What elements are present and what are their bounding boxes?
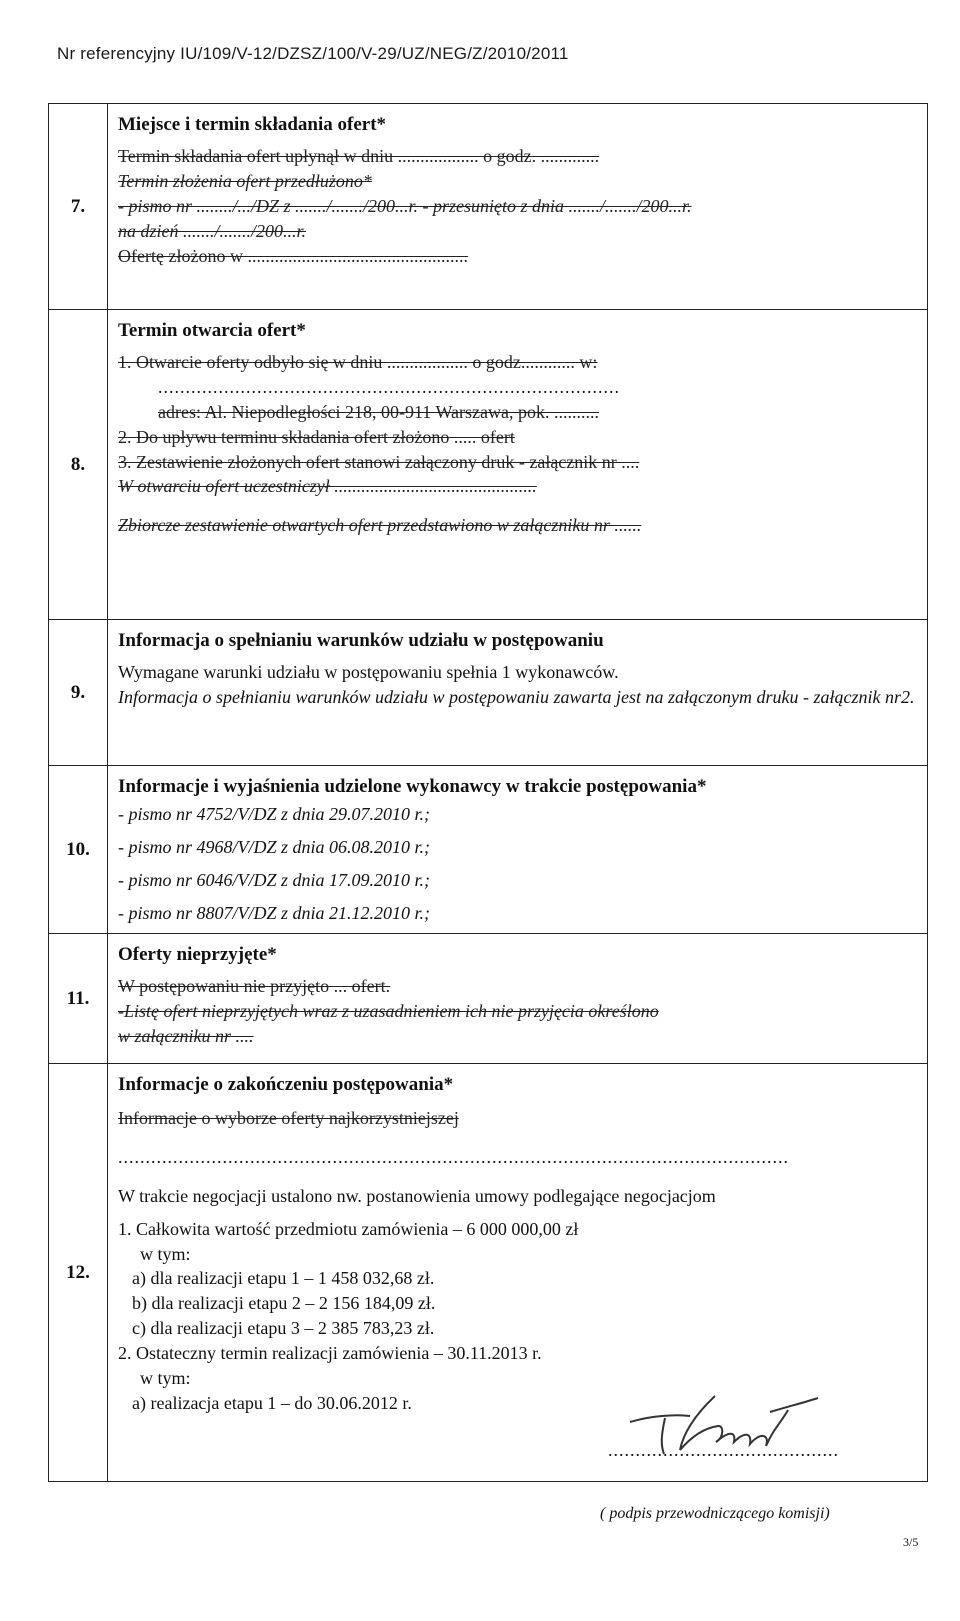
text-line: a) dla realizacji etapu 1 – 1 458 032,68 zł.: [132, 1268, 435, 1289]
text-line: Informacja o spełnianiu warunków udziału w postępowaniu zawarta jest na załączonym druku - załącznik nr2.: [118, 687, 915, 708]
table-row: [49, 104, 928, 310]
text-line: Ofertę złożono w .................................................: [118, 245, 468, 266]
section-heading: Miejsce i termin składania ofert*: [118, 114, 387, 135]
section-heading: Oferty nieprzyjęte*: [118, 944, 277, 965]
row-number: 7.: [49, 104, 108, 310]
section-heading: Informacje i wyjaśnienia udzielone wykonawcy w trakcie postępowania*: [118, 776, 707, 797]
row-content: [108, 934, 928, 1064]
text-line: Termin składania ofert upłynął w dniu .................. o godz. .............: [118, 146, 600, 167]
text-line: - pismo nr 6046/V/DZ z dnia 17.09.2010 r.;: [118, 869, 431, 890]
section-heading: Termin otwarcia ofert*: [118, 320, 306, 341]
text-line: 2. Do upływu terminu składania ofert złożono ..... ofert: [118, 426, 515, 447]
row-content: [108, 620, 928, 766]
row-content: [108, 310, 928, 620]
row-number: 12.: [49, 1064, 108, 1482]
table-row: [49, 310, 928, 620]
page-number: 3/5: [903, 1535, 919, 1549]
protocol-table: [48, 103, 928, 1482]
text-line: adres: Al. Niepodległości 218, 00-911 Warszawa, pok. ..........: [158, 401, 599, 422]
row-number: 11.: [49, 934, 108, 1064]
row-content: [108, 766, 928, 934]
text-line: na dzień ......./......./200...r.: [118, 220, 307, 241]
table-row: [49, 934, 928, 1064]
text-line: W otwarciu ofert uczestniczył .............................................: [118, 476, 537, 497]
section-heading: Informacja o spełnianiu warunków udziału w postępowaniu: [118, 630, 604, 651]
text-line: w załączniku nr ....: [118, 1025, 254, 1046]
text-line: - pismo nr 4752/V/DZ z dnia 29.07.2010 r.;: [118, 804, 431, 825]
text-line: W postępowaniu nie przyjęto ... ofert.: [118, 976, 391, 997]
section-heading: Informacje o zakończeniu postępowania*: [118, 1074, 454, 1095]
text-line: W trakcie negocjacji ustalono nw. postanowienia umowy podlegające negocjacjom: [118, 1185, 716, 1206]
text-line: - pismo nr ......../.../DZ z ......./......./200...r. - przesunięto z dnia ......./......./200...r.: [118, 195, 692, 216]
text-line: 1. Otwarcie oferty odbyło się w dniu .................. o godz............ w:: [118, 352, 598, 373]
text-line: Zbiorcze zestawienie otwartych ofert przedstawiono w załączniku nr ......: [118, 515, 642, 536]
text-line: Termin złożenia ofert przedłużono*: [118, 171, 372, 192]
text-line: 3. Zestawienie złożonych ofert stanowi załączony druk - załącznik nr ....: [118, 451, 640, 472]
text-line: 2. Ostateczny termin realizacji zamówienia – 30.11.2013 r.: [118, 1342, 542, 1363]
dotted-line: ..........................................................................................................................: [118, 1147, 789, 1168]
table-row: [49, 766, 928, 934]
row-number: 9.: [49, 620, 108, 766]
row-number: 8.: [49, 310, 108, 620]
text-line: - pismo nr 4968/V/DZ z dnia 06.08.2010 r.;: [118, 837, 431, 858]
text-line: - pismo nr 8807/V/DZ z dnia 21.12.2010 r.;: [118, 902, 431, 923]
text-line: c) dla realizacji etapu 3 – 2 385 783,23 zł.: [132, 1318, 435, 1339]
text-line: a) realizacja etapu 1 – do 30.06.2012 r.: [132, 1392, 412, 1413]
table-row: [49, 620, 928, 766]
reference-number: Nr referencyjny IU/109/V-12/DZSZ/100/V-29/UZ/NEG/Z/2010/2011: [57, 44, 569, 63]
text-line: Wymagane warunki udziału w postępowaniu spełnia 1 wykonawców.: [118, 662, 619, 683]
text-line: w tym:: [140, 1367, 191, 1388]
row-content: [108, 104, 928, 310]
text-line: w tym:: [140, 1243, 191, 1264]
text-line: b) dla realizacji etapu 2 – 2 156 184,09 zł.: [132, 1293, 436, 1314]
text-line: -Listę ofert nieprzyjętych wraz z uzasadnieniem ich nie przyjęcia określono: [118, 1001, 659, 1022]
row-number: 10.: [49, 766, 108, 934]
dotted-line: ....................................................................................: [158, 377, 620, 398]
text-line: Informacje o wyborze oferty najkorzystniejszej: [118, 1108, 459, 1129]
signature-dotted-line: ..........................................: [608, 1440, 839, 1460]
signature-caption: ( podpis przewodniczącego komisji): [600, 1505, 830, 1522]
text-line: 1. Całkowita wartość przedmiotu zamówienia – 6 000 000,00 zł: [118, 1218, 579, 1239]
